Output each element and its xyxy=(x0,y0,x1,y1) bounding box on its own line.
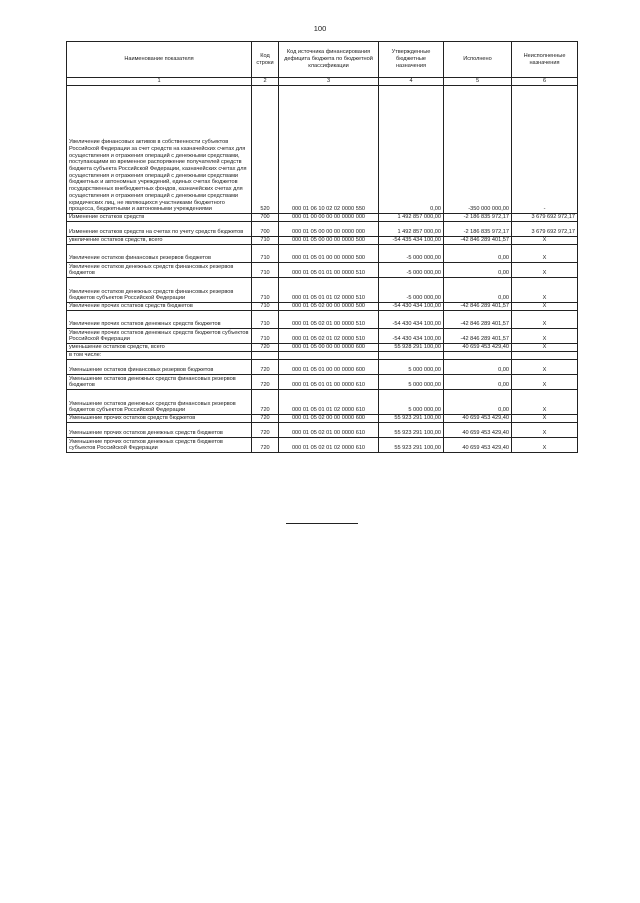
executed-amount-cell: 40 659 453 429,40 xyxy=(444,344,512,352)
unexecuted-amount-cell: X xyxy=(512,237,578,245)
table-row xyxy=(67,352,578,360)
executed-amount-cell: 40 659 453 429,40 xyxy=(444,423,512,438)
approved-amount-cell: -54 430 434 100,00 xyxy=(379,311,444,329)
indicator-name-cell: увеличение остатков средств, всего xyxy=(67,237,252,245)
table-row xyxy=(67,263,578,278)
unexecuted-amount-cell: 3 679 692 972,17 xyxy=(512,214,578,222)
unexecuted-amount-cell: X xyxy=(512,311,578,329)
approved-amount-cell: -5 000 000,00 xyxy=(379,245,444,263)
executed-amount-cell: 40 659 453 429,40 xyxy=(444,415,512,423)
source-code-cell: 000 01 06 10 02 02 0000 550 xyxy=(279,86,379,214)
source-code-cell: 000 01 05 01 00 00 0000 500 xyxy=(279,245,379,263)
source-code-cell xyxy=(279,352,379,360)
source-code-cell: 000 01 05 01 01 00 0000 610 xyxy=(279,375,379,390)
table-row xyxy=(67,311,578,329)
source-code-cell: 000 01 05 00 00 00 0000 600 xyxy=(279,344,379,352)
table-row xyxy=(67,86,578,214)
executed-amount-cell: 0,00 xyxy=(444,390,512,415)
executed-amount-cell: -2 186 835 972,17 xyxy=(444,214,512,222)
unexecuted-amount-cell: X xyxy=(512,344,578,352)
row-code-cell: 720 xyxy=(252,390,279,415)
row-code-cell: 720 xyxy=(252,438,279,453)
column-number: 4 xyxy=(379,78,444,86)
approved-amount-cell: -54 430 434 100,00 xyxy=(379,303,444,311)
executed-amount-cell: -42 846 289 401,57 xyxy=(444,303,512,311)
approved-amount-cell: -54 430 434 100,00 xyxy=(379,329,444,344)
approved-amount-cell: 55 923 291 100,00 xyxy=(379,415,444,423)
column-number: 3 xyxy=(279,78,379,86)
row-code-cell: 710 xyxy=(252,263,279,278)
approved-amount-cell: 0,00 xyxy=(379,86,444,214)
indicator-name-cell: Увеличение финансовых активов в собственности субъектов Российской Федерации за счет средств на казначейских счетах для осуществления и отражения операций с денежными средствами, поступающими во временное распоряжение получателей средств бюджета субъекта Российской Федерации, казначейских счетах для осуществления и отражения операций с денежными средствами бюджетных и автономных учреждений, единых счетах бюджетов государственных внебюджетных фондов, казначейских счетах для осуществления и отражения операций с денежными средствами юридических лиц, не являющихся участниками бюджетного процесса, бюджетными и автономными учреждениями xyxy=(67,86,252,214)
executed-amount-cell: -42 846 289 401,57 xyxy=(444,237,512,245)
source-code-cell: 000 01 05 02 00 00 0000 500 xyxy=(279,303,379,311)
approved-amount-cell: 55 928 291 100,00 xyxy=(379,344,444,352)
table-row xyxy=(67,415,578,423)
indicator-name-cell: Уменьшение остатков денежных средств финансовых резервов бюджетов субъектов Российской Федерации xyxy=(67,390,252,415)
indicator-name-cell: Увеличение остатков денежных средств финансовых резервов бюджетов xyxy=(67,263,252,278)
source-code-cell: 000 01 05 01 01 00 0000 510 xyxy=(279,263,379,278)
table-row xyxy=(67,344,578,352)
approved-amount-cell: 1 492 857 000,00 xyxy=(379,214,444,222)
row-code-cell: 520 xyxy=(252,86,279,214)
table-row xyxy=(67,329,578,344)
table-row xyxy=(67,245,578,263)
approved-amount-cell: 55 923 291 100,00 xyxy=(379,423,444,438)
row-code-cell: 720 xyxy=(252,415,279,423)
unexecuted-amount-cell: 3 679 692 972,17 xyxy=(512,222,578,237)
unexecuted-amount-cell: X xyxy=(512,438,578,453)
table-row xyxy=(67,214,578,222)
row-code-cell: 700 xyxy=(252,222,279,237)
row-code-cell: 720 xyxy=(252,344,279,352)
unexecuted-amount-cell: X xyxy=(512,390,578,415)
indicator-name-cell: Уменьшение остатков финансовых резервов бюджетов xyxy=(67,360,252,375)
source-code-cell: 000 01 05 01 01 02 0000 510 xyxy=(279,278,379,303)
approved-amount-cell: -54 435 434 100,00 xyxy=(379,237,444,245)
unexecuted-amount-cell: X xyxy=(512,263,578,278)
executed-amount-cell: 0,00 xyxy=(444,360,512,375)
table-row xyxy=(67,237,578,245)
indicator-name-cell: Увеличение остатков денежных средств финансовых резервов бюджетов субъектов Российской Федерации xyxy=(67,278,252,303)
row-code-cell: 720 xyxy=(252,360,279,375)
header-executed: Исполнено xyxy=(444,42,512,78)
unexecuted-amount-cell: - xyxy=(512,86,578,214)
source-code-cell: 000 01 05 02 01 02 0000 610 xyxy=(279,438,379,453)
executed-amount-cell: 40 659 453 429,40 xyxy=(444,438,512,453)
header-row-code: Код строки xyxy=(252,42,279,78)
executed-amount-cell: -350 000 000,00 xyxy=(444,86,512,214)
table-row xyxy=(67,390,578,415)
executed-amount-cell: 0,00 xyxy=(444,278,512,303)
unexecuted-amount-cell xyxy=(512,352,578,360)
header-approved: Утвержденные бюджетные назначения xyxy=(379,42,444,78)
indicator-name-cell: Уменьшение прочих остатков средств бюджетов xyxy=(67,415,252,423)
indicator-name-cell: Увеличение остатков финансовых резервов бюджетов xyxy=(67,245,252,263)
unexecuted-amount-cell: X xyxy=(512,303,578,311)
indicator-name-cell: Увеличение прочих остатков денежных средств бюджетов xyxy=(67,311,252,329)
table-row xyxy=(67,222,578,237)
unexecuted-amount-cell: X xyxy=(512,245,578,263)
column-number: 1 xyxy=(67,78,252,86)
table-row xyxy=(67,423,578,438)
source-code-cell: 000 01 05 02 01 02 0000 510 xyxy=(279,329,379,344)
row-code-cell: 710 xyxy=(252,237,279,245)
row-code-cell: 700 xyxy=(252,214,279,222)
row-code-cell: 710 xyxy=(252,245,279,263)
indicator-name-cell: уменьшение остатков средств, всего xyxy=(67,344,252,352)
executed-amount-cell: 0,00 xyxy=(444,263,512,278)
source-code-cell: 000 01 05 00 00 00 0000 000 xyxy=(279,222,379,237)
indicator-name-cell: Увеличение прочих остатков средств бюджетов xyxy=(67,303,252,311)
row-code-cell: 710 xyxy=(252,278,279,303)
table-row xyxy=(67,303,578,311)
header-row xyxy=(67,42,578,78)
unexecuted-amount-cell: X xyxy=(512,360,578,375)
row-code-cell: 720 xyxy=(252,375,279,390)
row-code-cell: 710 xyxy=(252,303,279,311)
indicator-name-cell: Увеличение прочих остатков денежных средств бюджетов субъектов Российской Федерации xyxy=(67,329,252,344)
header-indicator-name: Наименование показателя xyxy=(67,42,252,78)
approved-amount-cell xyxy=(379,352,444,360)
source-code-cell: 000 01 05 01 00 00 0000 600 xyxy=(279,360,379,375)
executed-amount-cell: 0,00 xyxy=(444,375,512,390)
executed-amount-cell: -42 846 289 401,57 xyxy=(444,329,512,344)
column-number: 2 xyxy=(252,78,279,86)
approved-amount-cell: 55 923 291 100,00 xyxy=(379,438,444,453)
executed-amount-cell: -42 846 289 401,57 xyxy=(444,311,512,329)
approved-amount-cell: -5 000 000,00 xyxy=(379,263,444,278)
table-body xyxy=(67,78,578,453)
executed-amount-cell: 0,00 xyxy=(444,245,512,263)
column-number-row xyxy=(67,78,578,86)
executed-amount-cell: -2 186 835 972,17 xyxy=(444,222,512,237)
source-code-cell: 000 01 05 01 01 02 0000 610 xyxy=(279,390,379,415)
indicator-name-cell: Уменьшение прочих остатков денежных средств бюджетов субъектов Российской Федерации xyxy=(67,438,252,453)
table-row xyxy=(67,360,578,375)
header-source-code: Код источника финансирования дефицита бюджета по бюджетной классификации xyxy=(279,42,379,78)
row-code-cell: 710 xyxy=(252,311,279,329)
indicator-name-cell: Изменение остатков средств xyxy=(67,214,252,222)
source-code-cell: 000 01 05 02 01 00 0000 510 xyxy=(279,311,379,329)
sources-of-financing-table xyxy=(66,41,578,453)
source-code-cell: 000 01 00 00 00 00 0000 000 xyxy=(279,214,379,222)
unexecuted-amount-cell: X xyxy=(512,329,578,344)
approved-amount-cell: 5 000 000,00 xyxy=(379,375,444,390)
unexecuted-amount-cell: X xyxy=(512,423,578,438)
table-row xyxy=(67,438,578,453)
executed-amount-cell xyxy=(444,352,512,360)
indicator-name-cell: Изменение остатков средств на счетах по учету средств бюджетов xyxy=(67,222,252,237)
approved-amount-cell: 5 000 000,00 xyxy=(379,390,444,415)
unexecuted-amount-cell: X xyxy=(512,375,578,390)
table-row xyxy=(67,278,578,303)
header-unexecuted: Неисполненные назначения xyxy=(512,42,578,78)
source-code-cell: 000 01 05 00 00 00 0000 500 xyxy=(279,237,379,245)
row-code-cell: 710 xyxy=(252,329,279,344)
column-number: 6 xyxy=(512,78,578,86)
source-code-cell: 000 01 05 02 01 00 0000 610 xyxy=(279,423,379,438)
row-code-cell xyxy=(252,352,279,360)
source-code-cell: 000 01 05 02 00 00 0000 600 xyxy=(279,415,379,423)
approved-amount-cell: 5 000 000,00 xyxy=(379,360,444,375)
page-number: 100 xyxy=(313,24,327,33)
indicator-name-cell: Уменьшение прочих остатков денежных средств бюджетов xyxy=(67,423,252,438)
approved-amount-cell: -5 000 000,00 xyxy=(379,278,444,303)
approved-amount-cell: 1 492 857 000,00 xyxy=(379,222,444,237)
row-code-cell: 720 xyxy=(252,423,279,438)
unexecuted-amount-cell: X xyxy=(512,278,578,303)
column-number: 5 xyxy=(444,78,512,86)
indicator-name-cell: в том числе: xyxy=(67,352,252,360)
table-row xyxy=(67,375,578,390)
end-of-table-rule xyxy=(286,523,358,524)
indicator-name-cell: Уменьшение остатков денежных средств финансовых резервов бюджетов xyxy=(67,375,252,390)
unexecuted-amount-cell: X xyxy=(512,415,578,423)
